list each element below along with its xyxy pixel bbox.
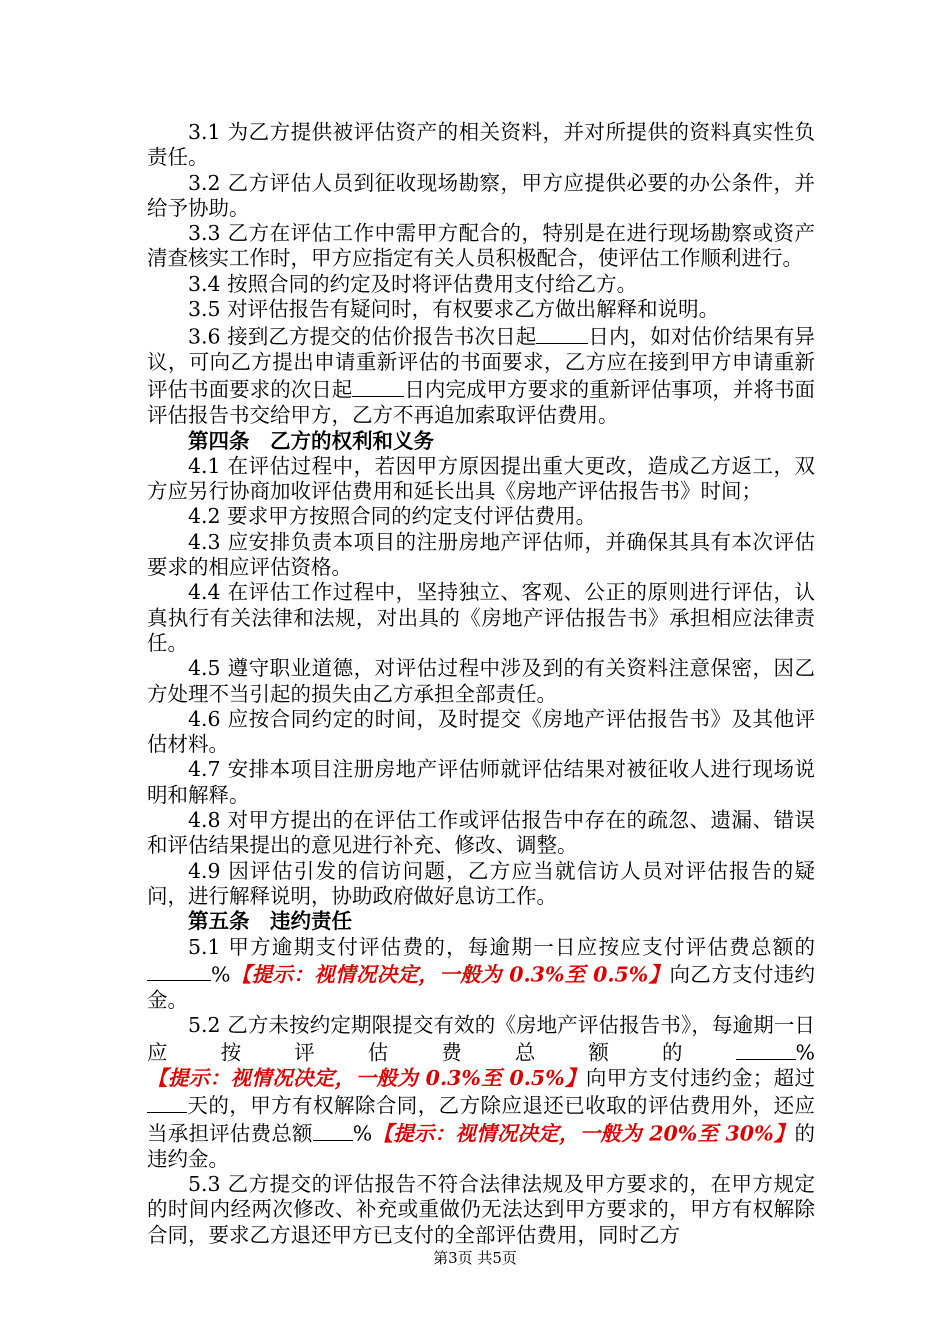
clause-3-2: 3.2 乙方评估人员到征收现场勘察，甲方应提供必要的办公条件，并给予协助。 bbox=[147, 170, 815, 220]
clause-4-4: 4.4 在评估工作过程中，坚持独立、客观、公正的原则进行评估，认真执行有关法律和法规，对出具的《房地产评估报告书》承担相应法律责任。 bbox=[147, 580, 815, 655]
percent-sign: % bbox=[352, 1121, 373, 1146]
clause-3-6-part-3: 日内完成甲方要求的重新评估事项，并将书面评估报告书交给甲方，乙方不再追加索取评估费用。 bbox=[147, 377, 816, 428]
clause-5-2-part-2: 向甲方支付违约金；超过 bbox=[585, 1065, 816, 1090]
clause-3-5: 3.5 对评估报告有疑问时，有权要求乙方做出解释和说明。 bbox=[188, 297, 720, 322]
clause-3-6-part-2: 日内，如对估价结果有异议，可向乙方提出申请重新评估的书面要求，乙方应在接到甲方申请重新评估书面要求的次日起 bbox=[147, 324, 815, 402]
clause-3-3: 3.3 乙方在评估工作中需甲方配合的，特别是在进行现场勘察或资产清查核实工作时，甲方应指定有关人员积极配合，使评估工作顺利进行。 bbox=[147, 221, 815, 271]
hint-text: 【提示：视情况决定，一般为 0.3%至 0.5%】 bbox=[147, 1065, 586, 1090]
clause-5-2-part-1: 5.2 乙方未按约定期限提交有效的《房地产评估报告书》，每逾期一日应按评估费总额的 bbox=[147, 1012, 815, 1065]
hint-text: 【提示：视情况决定，一般为 0.3%至 0.5%】 bbox=[230, 962, 670, 987]
clause-5-1 bbox=[147, 935, 815, 1013]
clause-4-7: 4.7 安排本项目注册房地产评估师就评估结果对被征收人进行现场说明和解释。 bbox=[147, 757, 815, 807]
clause-4-5: 4.5 遵守职业道德，对评估过程中涉及到的有关资料注意保密，因乙方处理不当引起的损失由乙方承担全部责任。 bbox=[147, 656, 815, 706]
clause-4-6: 4.6 应按合同约定的时间，及时提交《房地产评估报告书》及其他评估材料。 bbox=[147, 706, 815, 757]
page-footer: 第3页 共5页 bbox=[433, 1249, 517, 1267]
blank-days-3 bbox=[147, 1091, 187, 1113]
clause-5-2 bbox=[147, 1013, 815, 1172]
hint-text: 【提示：视情况决定，一般为 20%至 30%】 bbox=[372, 1121, 795, 1146]
article-4-heading: 第四条 乙方的权利和义务 bbox=[188, 428, 434, 453]
percent-sign: % bbox=[795, 1040, 815, 1065]
percent-sign: % bbox=[211, 962, 231, 987]
clause-4-3: 4.3 应安排负责本项目的注册房地产评估师，并确保其具有本次评估要求的相应评估资格。 bbox=[147, 529, 815, 580]
clause-3-1: 3.1 为乙方提供被评估资产的相关资料，并对所提供的资料真实性负责任。 bbox=[147, 120, 815, 170]
document-body bbox=[147, 120, 815, 1248]
blank-percent-2 bbox=[736, 1038, 796, 1060]
clause-3-6-part-1: 3.6 接到乙方提交的估价报告书次日起 bbox=[188, 324, 537, 349]
clause-4-9: 4.9 因评估引发的信访问题，乙方应当就信访人员对评估报告的疑问，进行解释说明，协助政府做好息访工作。 bbox=[147, 858, 815, 908]
clause-5-1-part-1: 5.1 甲方逾期支付评估费的，每逾期一日应按应支付评估费总额的 bbox=[188, 934, 815, 959]
blank-days-1 bbox=[536, 322, 588, 344]
clause-4-1: 4.1 在评估过程中，若因甲方原因提出重大更改，造成乙方返工，双方应另行协商加收评估费用和延长出具《房地产评估报告书》时间； bbox=[147, 453, 815, 504]
blank-days-2 bbox=[352, 375, 404, 397]
clause-3-6 bbox=[147, 322, 815, 428]
article-5-heading: 第五条 违约责任 bbox=[188, 909, 352, 934]
blank-percent-1 bbox=[147, 960, 211, 982]
blank-percent-3 bbox=[313, 1119, 353, 1141]
clause-4-8: 4.8 对甲方提出的在评估工作或评估报告中存在的疏忽、遗漏、错误和评估结果提出的意见进行补充、修改、调整。 bbox=[147, 808, 815, 858]
clause-5-1-part-2: 向乙方支付违约金。 bbox=[147, 962, 816, 1012]
clause-5-2-part-3: 天的，甲方有权解除合同，乙方除应退还已收取的评估费用外，还应当承担评估费总额 bbox=[147, 1093, 815, 1146]
clause-3-4: 3.4 按照合同的约定及时将评估费用支付给乙方。 bbox=[188, 271, 638, 296]
clause-5-2-part-4: 的违约金。 bbox=[147, 1121, 815, 1171]
clause-4-2: 4.2 要求甲方按照合同的约定支付评估费用。 bbox=[188, 504, 597, 529]
clause-5-3: 5.3 乙方提交的评估报告不符合法律法规及甲方要求的，在甲方规定的时间内经两次修改、补充或重做仍无法达到甲方要求的，甲方有权解除合同，要求乙方退还甲方已支付的全部评估费用，同时乙方 bbox=[147, 1172, 815, 1247]
